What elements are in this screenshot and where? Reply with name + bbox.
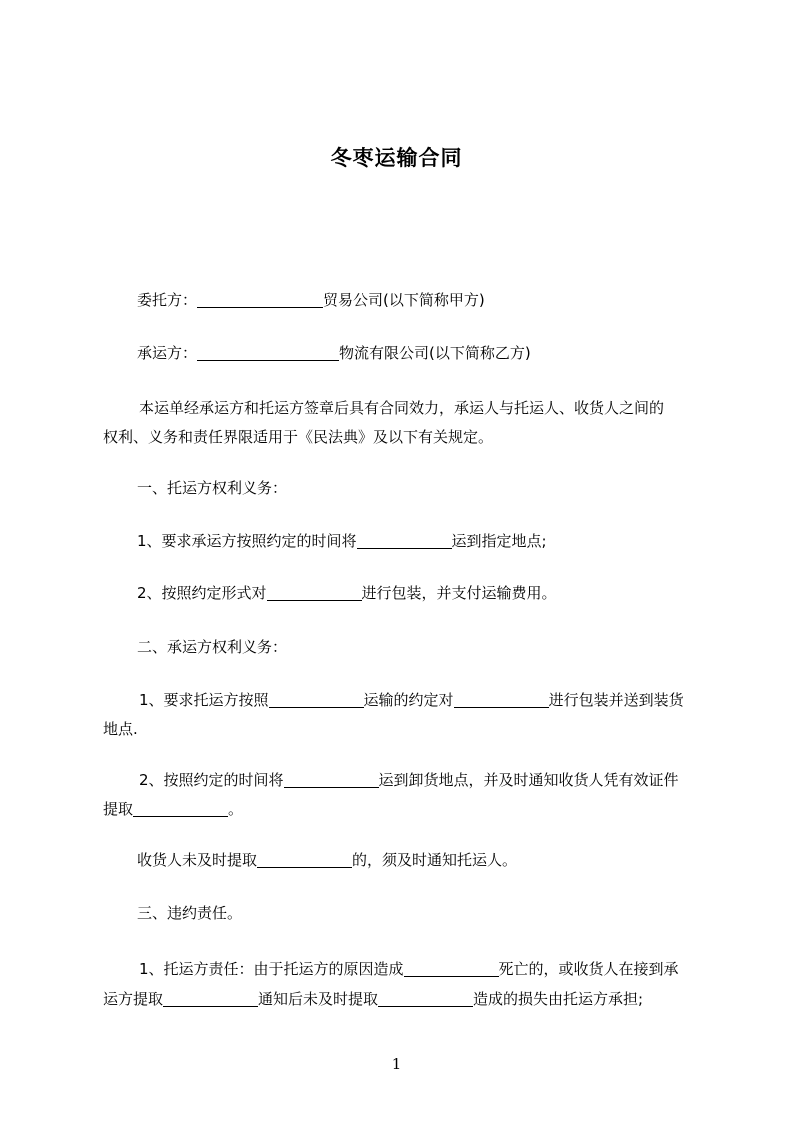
blank-field[interactable] bbox=[257, 848, 352, 868]
section-heading-2: 二、承运方权利义务： bbox=[137, 638, 288, 656]
blank-field[interactable] bbox=[267, 581, 362, 601]
clause-2-1-line2: 地点. bbox=[103, 720, 138, 738]
clause-2-2-line1: 2、按照约定的时间将 运到卸货地点，并及时通知收货人凭有效证件 bbox=[139, 764, 745, 796]
clause-3-1-line1: 1、托运方责任：由于托运方的原因造成 死亡的，或收货人在接到承 bbox=[139, 953, 745, 985]
blank-field[interactable] bbox=[454, 688, 549, 708]
clause-2-1-line1: 1、要求托运方按照 运输的约定对 进行包装并送到装货 bbox=[139, 684, 745, 716]
section-heading-3: 三、违约责任。 bbox=[137, 904, 243, 922]
blank-field[interactable] bbox=[378, 987, 473, 1007]
clause-1-1: 1、要求承运方按照约定的时间将 运到指定地点; bbox=[137, 525, 743, 557]
intro-paragraph-line2: 权利、义务和责任界限适用于《民法典》及以下有关规定。 bbox=[103, 428, 494, 446]
blank-field[interactable] bbox=[404, 957, 499, 977]
page-number: 1 bbox=[391, 1055, 402, 1073]
intro-paragraph-line1: 本运单经承运方和托运方签章后具有合同效力，承运人与托运人、收货人之间的 bbox=[139, 399, 665, 417]
clause-1-2: 2、按照约定形式对 进行包装，并支付运输费用。 bbox=[137, 577, 743, 609]
blank-field[interactable] bbox=[269, 688, 364, 708]
clause-2-2-line2: 提取 。 bbox=[103, 793, 709, 825]
clause-2-3: 收货人未及时提取 的，须及时通知托运人。 bbox=[137, 844, 743, 876]
blank-field[interactable] bbox=[197, 341, 339, 361]
section-heading-1: 一、托运方权利义务： bbox=[137, 479, 288, 497]
party-a-line: 委托方： 贸易公司(以下简称甲方) bbox=[137, 284, 743, 316]
clause-3-1-line2: 运方提取 通知后未及时提取 造成的损失由托运方承担; bbox=[103, 983, 709, 1015]
document-title: 冬枣运输合同 bbox=[330, 146, 463, 170]
blank-field[interactable] bbox=[197, 288, 323, 308]
blank-field[interactable] bbox=[133, 797, 228, 817]
blank-field[interactable] bbox=[357, 529, 452, 549]
party-b-line: 承运方： 物流有限公司(以下简称乙方) bbox=[137, 337, 743, 369]
blank-field[interactable] bbox=[284, 768, 379, 788]
blank-field[interactable] bbox=[163, 987, 258, 1007]
